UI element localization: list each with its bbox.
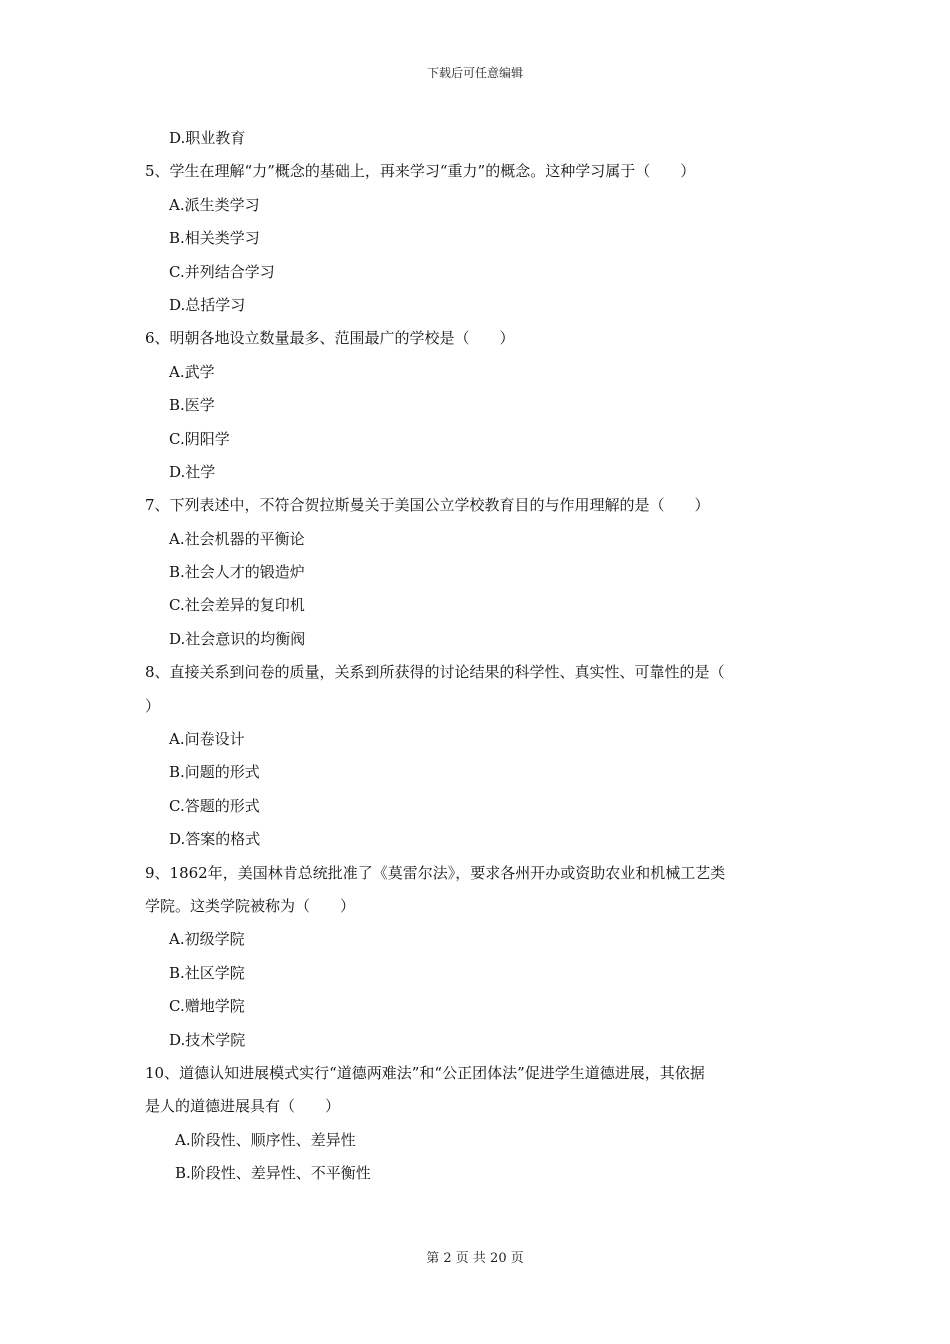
option-line: A.武学 <box>169 362 215 381</box>
question-line: 7、下列表述中，不符合贺拉斯曼关于美国公立学校教育目的与作用理解的是（ ） <box>145 496 710 515</box>
option-line: B.相关类学习 <box>169 229 260 248</box>
question-line: 9、1862年，美国林肯总统批准了《莫雷尔法》，要求各州开办或资助农业和机械工艺类 <box>145 863 726 882</box>
option-line: C.赠地学院 <box>169 997 245 1016</box>
option-line: C.答题的形式 <box>169 796 260 815</box>
option-line: C.并列结合学习 <box>169 262 275 281</box>
option-line: D.职业教育 <box>169 129 246 147</box>
option-line: B.阶段性、差异性、不平衡性 <box>175 1164 371 1183</box>
page-header: 下载后可任意编辑 <box>426 66 523 80</box>
question-line: 10、道德认知进展模式实行“道德两难法”和“公正团体法”促进学生道德进展，其依据 <box>145 1063 705 1082</box>
option-line: D.答案的格式 <box>169 830 261 849</box>
option-line: D.社学 <box>169 462 216 481</box>
question-line-continued: 是人的道德进展具有（ ） <box>145 1097 341 1116</box>
option-line: A.问卷设计 <box>169 730 245 749</box>
document-body <box>145 122 815 1191</box>
option-line: D.技术学院 <box>169 1030 246 1049</box>
option-line: D.总括学习 <box>169 295 246 314</box>
question-line: 6、明朝各地设立数量最多、范围最广的学校是（ ） <box>145 329 515 348</box>
option-line: C.阴阳学 <box>169 429 230 448</box>
question-line: 8、直接关系到问卷的质量，关系到所获得的讨论结果的科学性、真实性、可靠性的是（ <box>145 663 725 682</box>
option-line: B.问题的形式 <box>169 763 260 782</box>
option-line: B.社会人才的锻造炉 <box>169 563 305 582</box>
option-line: A.初级学院 <box>169 930 245 949</box>
question-line-continued: 学院。这类学院被称为（ ） <box>145 896 356 915</box>
option-line: B.社区学院 <box>169 963 245 982</box>
option-line: A.阶段性、顺序性、差异性 <box>175 1130 356 1149</box>
option-line: C.社会差异的复印机 <box>169 596 305 615</box>
option-line: D.社会意识的均衡阀 <box>169 629 306 648</box>
page-footer: 第 2 页 共 20 页 <box>426 1251 524 1266</box>
option-line: B.医学 <box>169 396 215 415</box>
question-line: 5、学生在理解“力”概念的基础上，再来学习“重力”的概念。这种学习属于（ ） <box>145 162 696 181</box>
option-line: A.派生类学习 <box>169 195 260 214</box>
option-line: A.社会机器的平衡论 <box>169 529 305 548</box>
question-line-continued: ） <box>145 696 161 715</box>
